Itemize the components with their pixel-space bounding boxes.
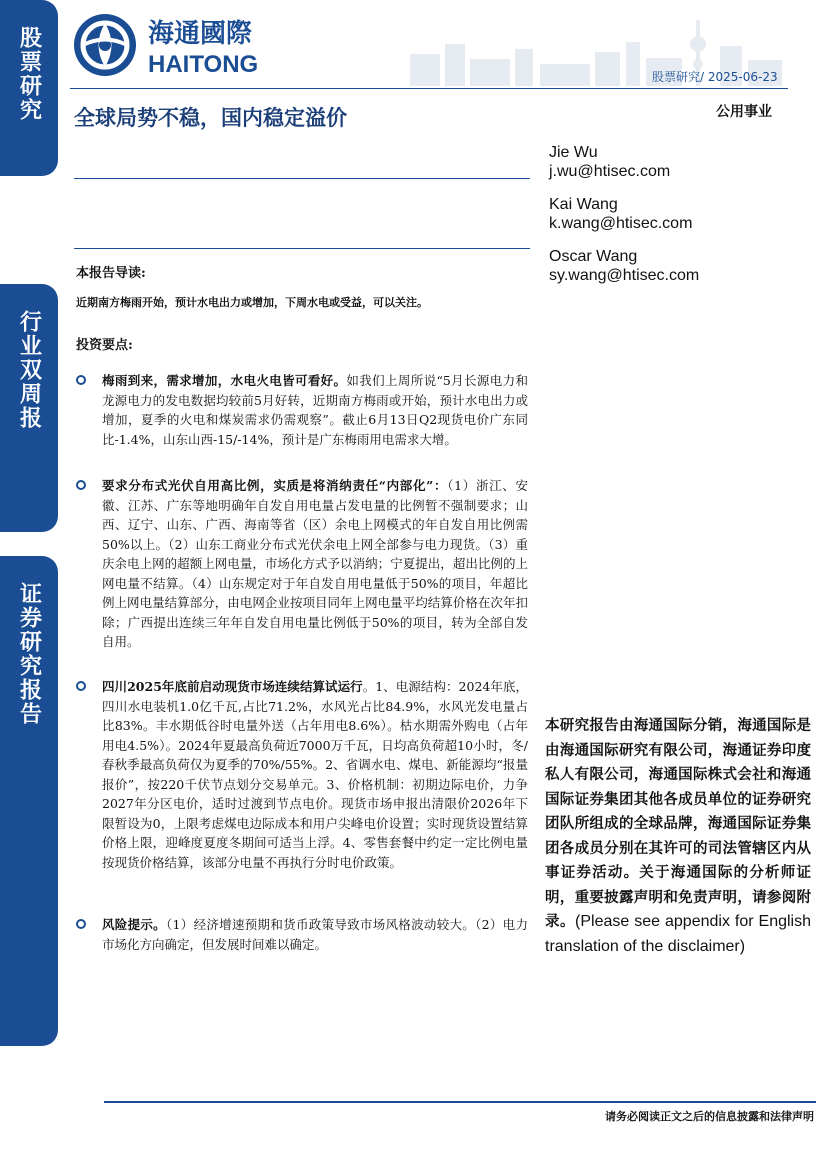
point-heading: 梅雨到来，需求增加，水电火电皆可看好。: [102, 373, 347, 388]
author-name: Kai Wang: [549, 196, 618, 213]
summary-divider: [74, 248, 530, 249]
author-email[interactable]: k.wang@htisec.com: [549, 215, 693, 232]
disclaimer-en: (Please see appendix for English translation of the disclaimer): [545, 913, 812, 955]
author-name: Jie Wu: [549, 144, 598, 161]
point-body: （1）经济增速预期和货币政策导致市场风格波动较大。（2）电力市场化方向确定，但发展时间难以确定。: [102, 917, 528, 952]
industry-label: 公用事业: [716, 104, 772, 120]
author-list: [549, 143, 699, 299]
investment-point: [78, 476, 528, 652]
side-tab-biweekly: 行业双周报: [0, 284, 58, 532]
disclaimer-cn: 本研究报告由海通国际分销，海通国际是由海通国际研究有限公司，海通证券印度私人有限公司，海通国际株式会社和海通国际证券集团其他各成员单位的证券研究团队所组成的全球品牌，海通国际证券集团各成员分别在其许可的司法管辖区内从事证券活动。关于海通国际的分析师证明，重要披露声明和免责声明，请参阅附录。: [545, 717, 811, 930]
author: [549, 195, 699, 233]
footer-note: 请务必阅读正文之后的信息披露和法律声明: [605, 1110, 814, 1123]
bullet-circle-icon: [76, 480, 86, 490]
side-tab-securities-report: 证券研究报告: [0, 556, 58, 1046]
point-heading: 风险提示。: [102, 917, 166, 932]
author-email[interactable]: sy.wang@htisec.com: [549, 267, 700, 284]
disclaimer-box: [545, 714, 811, 959]
guide-label: 本报告导读:: [76, 266, 146, 281]
header-divider: [70, 88, 788, 89]
point-body: （1）浙江、安徽、江苏、广东等地明确年自发自用电量占发电量的比例暂不强制要求；山西、辽宁、山东、广西、海南等省（区）余电上网模式的年自发自用比例需50%以上。（2）山东工商业分布式光伏余电上网全部参与电力现货。（3）重庆余电上网的超额上网电量，市场化方式予以消纳；宁夏提出，超出比例的上网电量不结算。（4）山东规定对于年自发自用电量低于50%的项目，年超比例上网电量结算部分，由电网企业按项目同年上网电量平均结算价格在次年扣除；广西提出连续三年年自发自用电量比例低于50%的项目，转为全部自发自用。: [102, 478, 528, 649]
haitong-logo: [70, 10, 280, 80]
report-meta: [652, 68, 778, 85]
point-heading: 四川2025年底前启动现货市场连续结算试运行: [102, 679, 363, 694]
report-date: 2025-06-23: [707, 70, 778, 84]
author: [549, 143, 699, 181]
footer-divider: [104, 1101, 816, 1103]
title-divider: [74, 178, 530, 179]
svg-text:海通國際: 海通國際: [148, 19, 253, 49]
points-label: 投资要点:: [76, 338, 133, 353]
investment-point: [78, 915, 528, 954]
svg-text:HAITONG: HAITONG: [148, 51, 259, 78]
investment-point: [78, 371, 528, 449]
report-category: 股票研究/: [652, 70, 705, 84]
bullet-circle-icon: [76, 681, 86, 691]
bullet-circle-icon: [76, 919, 86, 929]
guide-text: 近期南方梅雨开始，预计水电出力或增加，下周水电或受益，可以关注。: [76, 296, 428, 309]
side-tab-stock-research: 股票研究: [0, 0, 58, 176]
report-title: 全球局势不稳，国内稳定溢价: [74, 105, 347, 130]
author: [549, 247, 699, 285]
bullet-circle-icon: [76, 375, 86, 385]
point-body: 。1、电源结构：2024年底，四川水电装机1.0亿千瓦,占比71.2%，水风光占比84.9%，水风光发电量占比83%。丰水期低谷时电量外送（占年用电8.6%）。枯水期需外购电（占年用电4.5%）。2024年夏最高负荷近7000万千瓦，日均高负荷超10小时，冬/春秋季最高负荷仅为夏季的70%/55%。2、省调水电、煤电、新能源均“报量报价”，按220千伏节点划分交易单元。3、价格机制：初期边际电价，力争2027年分区电价，适时过渡到节点电价。现货市场申报出清限价2026年下限暂设为0，上限考虑煤电边际成本和用户尖峰电价设置；实时现货设置结算价格上限，迎峰度夏度冬期间可适当上浮。4、零售套餐中约定一定比例电量按现货价格结算，该部分电量不再执行分时电价政策。: [102, 679, 528, 870]
author-email[interactable]: j.wu@htisec.com: [549, 163, 671, 180]
investment-point: [78, 677, 528, 872]
point-body: 如我们上周所说“5月长源电力和龙源电力的发电数据均较前5月好转，近期南方梅雨或开始，预计水电出力或增加，夏季的火电和煤炭需求仍需观察”。截止6月13日Q2现货电价广东同比-1.4%，山东山西-15/-14%，预计是广东梅雨用电需求大增。: [102, 373, 528, 447]
author-name: Oscar Wang: [549, 248, 638, 265]
point-heading: 要求分布式光伏自用高比例，实质是将消纳责任“内部化”：: [102, 478, 448, 493]
